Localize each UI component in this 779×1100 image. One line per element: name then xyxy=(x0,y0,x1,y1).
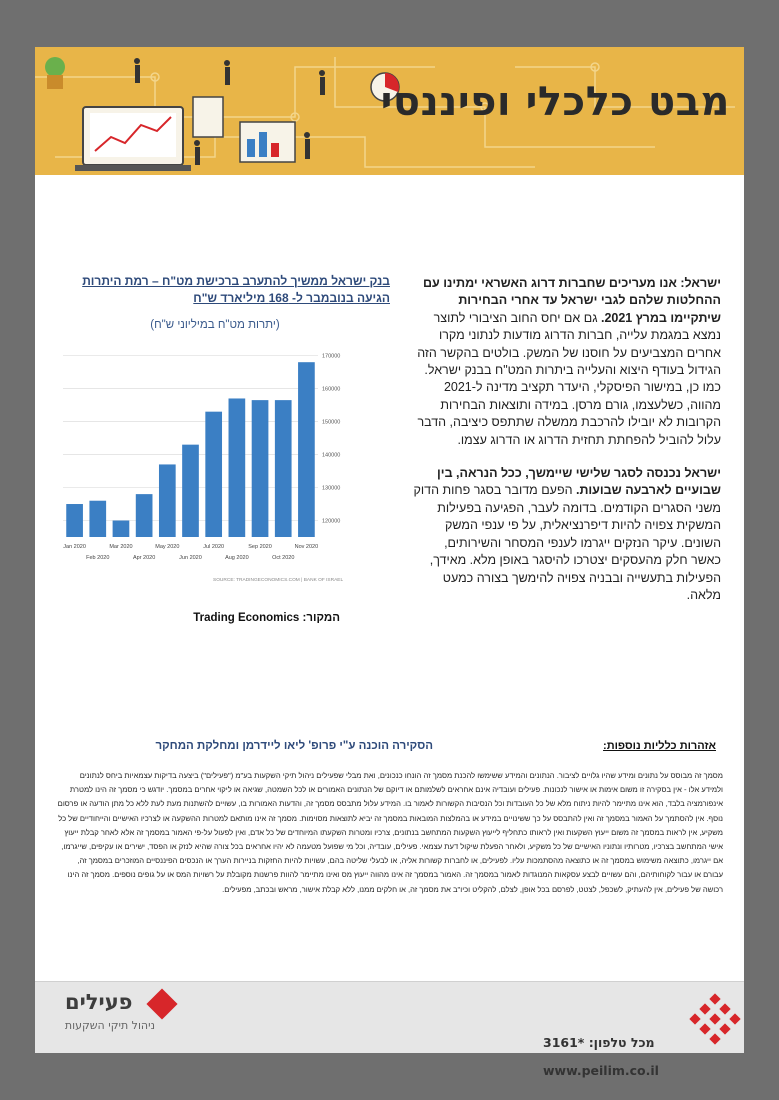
document-page xyxy=(35,47,744,1078)
x-tick-label: Jan 2020 xyxy=(63,544,86,550)
y-tick-label: 160000 xyxy=(322,386,341,393)
x-tick-label: Mar 2020 xyxy=(109,544,133,550)
x-tick-label: Sep 2020 xyxy=(248,544,272,550)
brand-name: פעילים xyxy=(65,990,133,1014)
x-tick-label: Jul 2020 xyxy=(203,544,225,550)
red-dots-logo-icon xyxy=(691,995,741,1045)
bar xyxy=(275,400,292,537)
disclaimer-heading: אזהרות כלליות נוספות: xyxy=(603,740,716,752)
paragraph-ratings xyxy=(413,275,721,449)
x-tick-label: Apr 2020 xyxy=(132,555,156,561)
paragraph-ratings-lead: ישראל: אנו מעריכים שחברות דרוג האשראי ימתינו עם ההחלטות שלהם לגבי ישראל עד אחרי הבחירות שיתקיימו במרץ 2021. xyxy=(423,276,721,325)
y-tick-label: 120000 xyxy=(322,518,341,525)
paragraph-lockdown-text: הפעם מדובר בסגר פחות הדוק משני הסגרים הקודמים. בדומה לעבר, הפגיעה בפעילות המשקית צפויה להיות דיפרנציאלית, על פי ענפי המשק השונים. עיקר הנזקים ייגרמו לענפי המסחר והשירותים, כאשר חלק מהעסקים יצטרכו להיסגר באופן מלא. מאידך, הפעילות בתעשייה ובבניה צפויה להימשך בצורה כמעט מלאה. xyxy=(413,483,721,602)
chart-title: בנק ישראל ממשיך להתערב ברכישת מט"ח – רמת היתרות הגיעה בנובמבר ל- 168 מיליארד ש"ח xyxy=(82,274,390,305)
header-banner xyxy=(35,47,744,175)
x-tick-label: Feb 2020 xyxy=(86,555,110,561)
bar xyxy=(159,464,176,537)
bar xyxy=(229,398,246,537)
phone-number: 3161* xyxy=(543,1035,585,1050)
website-link[interactable]: www.peilim.co.il xyxy=(543,1063,659,1078)
bar xyxy=(252,400,269,537)
chart-y-ticks xyxy=(322,354,340,525)
banner-title: מבט כלכלי ופיננסי xyxy=(380,79,730,125)
bar xyxy=(113,521,130,537)
chart-source-note: SOURCE: TRADINGECONOMICS.COM | BANK OF ISRAEL xyxy=(213,578,344,583)
brand-tagline: ניהול תיקי השקעות xyxy=(64,1019,155,1032)
bar xyxy=(89,501,106,537)
article-body xyxy=(413,275,721,620)
fx-reserves-chart xyxy=(53,337,363,599)
prepared-by: הסקירה הוכנה ע"י פרופ' ליאו ליידרמן ומחלקת המחקר xyxy=(155,740,433,752)
bar xyxy=(136,494,153,537)
source-value: Trading Economics xyxy=(193,612,300,624)
source-label: המקור: xyxy=(302,612,340,624)
bar xyxy=(298,362,315,537)
x-tick-label: Oct 2020 xyxy=(272,555,295,561)
chart-subtitle: (יתרות מט"ח במיליוני ש"ח) xyxy=(150,319,280,331)
bar xyxy=(205,412,222,537)
phone-label: מכל טלפון: xyxy=(588,1035,655,1050)
y-tick-label: 140000 xyxy=(322,452,341,459)
x-tick-label: May 2020 xyxy=(155,544,180,550)
y-tick-label: 150000 xyxy=(322,419,341,426)
y-tick-label: 130000 xyxy=(322,485,341,492)
paragraph-ratings-text: גם אם יחס החוב הציבורי לתוצר נמצא במגמת עלייה, חברות הדרוג מודעות לנתוני מקרו אחרים המצביעים על חוסנו של המשק. בולטים בהקשר הזה הגידול בעודף היצוא והעלייה ביתרות המט"ח בבנק ישראל. כמו כן, במישור הפיסקלי, היעדר תקציב מדינה ל-2021 מהווה, כשלעצמו, גורם מרסן. במידה ותוצאות הבחירות הקרובות לא יובילו להרכבת ממשלה שתתפס כיציבה, הדבר עלול להוביל להפחתת תחזית הדרוג או הדרוג עצמו. xyxy=(417,310,721,447)
bar xyxy=(66,504,83,537)
x-tick-label: Aug 2020 xyxy=(225,555,249,561)
paragraph-lockdown-lead: ישראל נכנסה לסגר שלישי שיימשך, ככל הנראה, בין שבועיים לארבעה שבועות. xyxy=(437,466,721,498)
x-tick-label: Nov 2020 xyxy=(294,544,319,550)
disclaimer-text: מסמך זה מבוסס על נתונים ומידע שהיו גלויים לציבור. הנתונים והמידע ששימשו להכנת מסמך זה הונחו כנכונים, ואת מבלי שפעילים ניהול תיקי השקעות בע"מ ("פעילים") ביצעה בדיקות עצמאיות ביחס לנתונים ולמידע אלו - אין בסקירה זו משום אימות או אישור לנכונות. פעילים ועובדיה אינם אחראים לשלמותם או דיוקם של הנתונים האמורים או לכל השמטה, שגיאה או ליקוי אחרים במסמך. יודגש כי מסמך זה הינו למטרת אינפורמציה בלבד, הוא אינו מתיימר להיות ניתוח מלא של כל העובדות וכל הנסיבות הקשורות לאמור בו. המידע עלול מתבסס מסמך זה, והדעות האמורות בו, עשויים להשתנות מעת לעת ללא כל מתן הודעה או פרסום נוסף. אין להסתמך על האמור במסמך זה ואין להתבסס על כך ששינויים במידע או בהמלצות המובאות במסמך זה יביא לתוצאות מסוימות. מסמך זה אינו מותאם למטרות ההשקעה או לצרכיו האישיים והייחודיים של כל משקיע, אין לראות במסמך זה משום ייעוץ השקעות ואין לראותו כתחליף לייעוץ השקעות המתחשב בנתונים, צרכיו ומטרות השקעתו המיוחדים של כל אדם, ואין לפעול על-פי האמור במסמך זה אלא לאחר קבלת ייעוץ אישי המתחשב בצרכיו, מטרותיו ונתוניו האישיים של כל משקיע, ולאחר הפעלת שיקול דעת עצמאי. פעילים, עובדיה, וכל מי שפועל מטעמה לא יהיו אחראים בכל צורה שהיא לנזק או הפסד, ישירים או עקיפים, שייגרמו, אם ייגרמו, כתוצאה משימוש במסמך זה או כתוצאה מהסתמכות עליו. לפעילים, או לחברות קשורות אליה, או לבעלי שליטה בהם, עשויות להיות החזקות בניירות הערך או הנכסים הפיננסיים המוזכרים במסמך זה, עבורם או עבור לקוחותיהם, והם עשויים לבצע עסקאות המנוגדות לאמור במסמך זה. האמור במסמך זה אינו מהווה ייעוץ מס ואינו מתיימר להוות פרשנות מקובלת על רשויות המס או על גופים נוספים. מסמך זה הינו רכושה של פעילים, אין להעתיק, לשכפל, לצטט, לפרסם בכל אופן, לצלם, להקליט וכיו"ב את מסמך זה, או חלקים ממנו, ללא קבלת אישור, מראש ובכתב, מפעילים. xyxy=(57,771,723,894)
source-line xyxy=(130,612,340,624)
y-tick-label: 170000 xyxy=(322,353,341,360)
bar xyxy=(182,445,199,537)
chart-x-ticks xyxy=(63,544,318,561)
paragraph-lockdown xyxy=(413,465,721,604)
x-tick-label: Jun 2020 xyxy=(179,555,202,561)
